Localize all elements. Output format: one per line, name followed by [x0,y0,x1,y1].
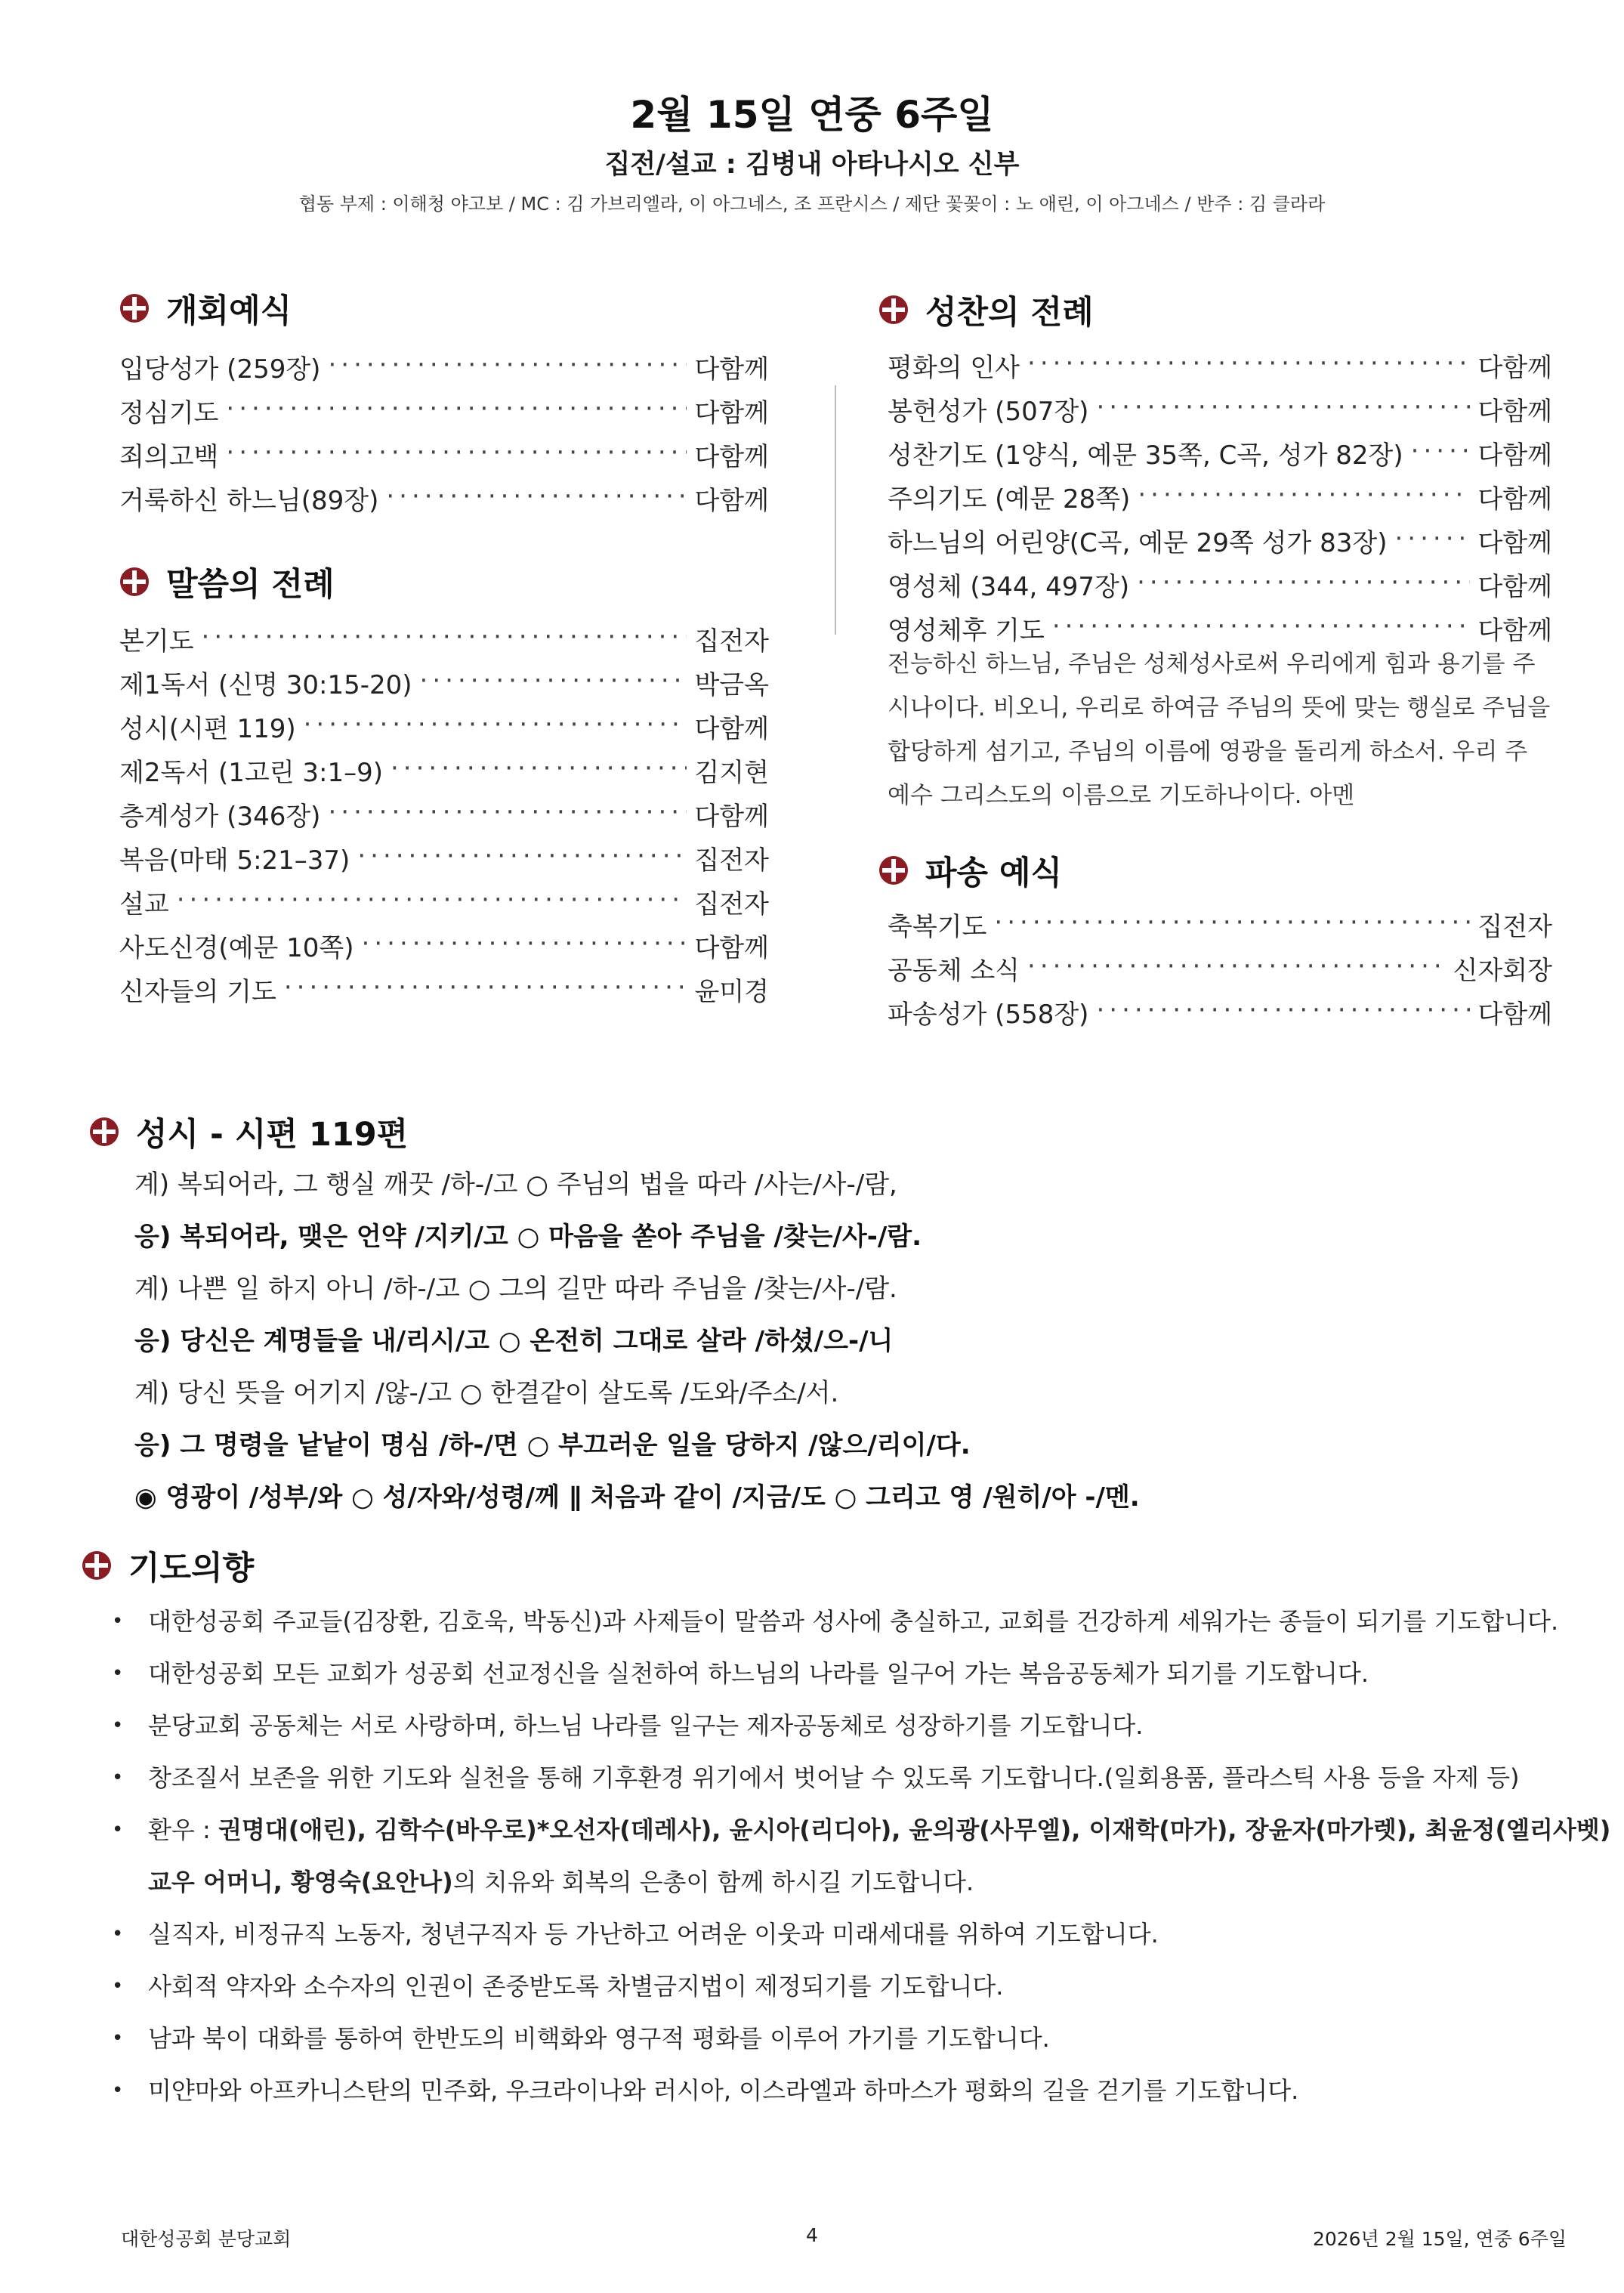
order-item [119,920,769,964]
prayer-intention [112,1700,1592,1752]
section-title-text: 성찬의 전례 [925,293,1094,332]
order-item-label: 하느님의 어린양(C곡, 예문 29쪽 성가 83장) [888,528,1388,558]
order-item-participant: 다함께 [1477,353,1552,383]
leader-dots [357,836,687,876]
psalm-line: 응) 당신은 계명들을 내/리시/고 ○ 온전히 그대로 살라 /하셨/으-/니 [134,1326,894,1356]
leader-dots [1096,990,1470,1031]
order-item [888,515,1552,559]
order-item [888,899,1552,943]
leader-dots [1411,431,1471,471]
column-divider [835,385,836,635]
order-item-participant: 다함께 [694,933,769,963]
bullet-icon: • [112,1975,124,1998]
roles-line: 협동 부제 : 이해청 야고보 / MC : 김 가브리엘라, 이 아그네스, 조 프란시스 / 제단 꽃꽂이 : 노 애린, 이 아그네스 / 반주 : 김 클라라 [298,193,1326,215]
order-item [888,987,1552,1031]
footer-date: 2026년 2월 15일, 연중 6주일 [1312,2228,1567,2250]
bullet-icon: • [112,2027,124,2050]
order-item-label: 사도신경(예문 10쪽) [119,933,354,963]
section-title [119,559,335,604]
order-item [119,789,769,833]
order-item [119,701,769,745]
section-title-text: 파송 예식 [925,854,1063,892]
leader-dots [391,748,687,789]
officiant-line: 집전/설교 : 김병내 아타나시오 신부 [604,150,1020,180]
cross-icon [82,1550,112,1581]
intentions-list [112,1596,1611,2117]
section-title-text: 기도의향 [128,1549,255,1587]
prayer-intention-text [148,1596,1558,1648]
prayer-intention-text [148,2013,1050,2065]
order-item-label: 평화의 인사 [888,353,1020,383]
leader-dots [1027,946,1446,987]
prayer-intention-text [148,2065,1298,2117]
prayer-intention-continuation [112,1856,1592,1908]
order-item-participant: 김지현 [694,758,769,788]
prayer-intention-text [148,1700,1143,1752]
text-run: 사회적 약자와 소수자의 인권이 존중받도록 차별금지법이 제정되기를 기도합니다. [148,1972,1004,2001]
order-item-label: 층계성가 (346장) [119,802,321,832]
leader-dots [1138,474,1470,515]
order-item-participant: 다함께 [694,802,769,832]
order-item-participant: 박금옥 [694,670,769,700]
order-item [119,876,769,920]
order-item-label: 입당성가 (259장) [119,354,321,385]
leader-dots [420,660,687,701]
order-item-label: 본기도 [119,626,194,657]
leader-dots [226,388,687,429]
order-item-label: 축복기도 [888,912,987,942]
bullet-icon: • [112,1610,124,1633]
order-item-label: 복음(마태 5:21–37) [119,845,350,876]
order-item-label: 영성체 (344, 497장) [888,572,1130,602]
order-item-participant: 집전자 [1477,912,1552,942]
page-title: 2월 15일 연중 6주일 [630,93,994,137]
order-item [888,340,1552,384]
psalm-line: 응) 복되어라, 맺은 언약 /지키/고 ○ 마음을 쏟아 주님을 /찾는/사-/람. [134,1222,922,1252]
prayer-intention [112,2065,1592,2117]
order-item [888,471,1552,515]
leader-dots [226,432,687,473]
leader-dots [177,879,687,920]
order-item [888,559,1552,603]
leader-dots [202,617,687,657]
cross-icon [878,295,909,325]
order-item-label: 공동체 소식 [888,956,1020,986]
order-item [888,428,1552,471]
section-title [119,286,292,331]
order-item-label: 성찬기도 (1양식, 예문 35쪽, C곡, 성가 82장) [888,440,1403,471]
order-item [119,613,769,657]
footer-church: 대한성공회 분당교회 [121,2228,292,2250]
order-item-participant: 다함께 [694,714,769,744]
order-item-participant: 다함께 [1477,397,1552,427]
psalm-lines [134,1156,1570,1521]
order-item-label: 영성체후 기도 [888,616,1045,646]
psalm-line: 응) 그 명령을 낱낱이 명심 /하-/면 ○ 부끄러운 일을 당하지 /않으/리이/다. [134,1430,971,1460]
post-communion-prayer: 전능하신 하느님, 주님은 성체성사로써 우리에게 힘과 용기를 주시나이다. 비오니, 우리로 하여금 주님의 뜻에 맞는 행실로 주님을 합당하게 섬기고, 주님의 이름에 영광을 돌리게 하소서. 우리 주 예수 그리스도의 이름으로 기도하나이다. 아멘 [888,651,1551,809]
order-item-label: 죄의고백 [119,442,219,472]
leader-dots [1052,606,1471,647]
prayer-intention-text [148,1804,1610,1856]
order-item [888,603,1552,647]
order-item-participant: 집전자 [694,889,769,919]
prayer-intention [112,1752,1592,1804]
section-title-text: 개회예식 [166,292,292,330]
indent-spacer [112,1856,148,1908]
order-item-participant: 다함께 [1477,1000,1552,1030]
bullet-icon: • [112,1714,124,1737]
text-run: 분당교회 공동체는 서로 사랑하며, 하느님 나라를 일구는 제자공동체로 성장하기를 기도합니다. [148,1711,1144,1740]
order-item-participant: 다함께 [1477,572,1552,602]
leader-dots [362,923,687,964]
order-item-participant: 윤미경 [694,977,769,1007]
footer-page-number: 4 [806,2224,818,2246]
order-item [119,385,769,429]
leader-dots [1096,387,1470,428]
psalm-line: 계) 당신 뜻을 어기지 /않-/고 ○ 한결같이 살도록 /도와/주소/서. [134,1378,839,1408]
order-item-participant: 집전자 [694,626,769,657]
bullet-icon: • [112,1819,124,1841]
cross-icon [878,855,909,885]
section-title [89,1109,408,1154]
bullet-icon: • [112,2079,124,2102]
order-item-participant: 다함께 [694,486,769,516]
order-item-label: 설교 [119,889,169,919]
section-title [878,287,1094,332]
order-item-label: 신자들의 기도 [119,977,276,1007]
bullet-icon: • [112,1923,124,1945]
order-list-eucharist [888,340,1552,647]
prayer-intention [112,1961,1592,2013]
section-psalm [89,1109,408,1154]
section-word [119,559,335,604]
order-item [119,429,769,473]
text-run: 남과 북이 대화를 통하여 한반도의 비핵화와 영구적 평화를 이루어 가기를 기도합니다. [148,2024,1050,2053]
leader-dots [328,345,687,385]
section-title [82,1543,254,1588]
order-item-participant: 다함께 [694,442,769,472]
order-item-label: 주의기도 (예문 28쪽) [888,484,1131,515]
order-item [119,745,769,789]
order-item-participant: 집전자 [694,845,769,876]
order-item-label: 봉헌성가 (507장) [888,397,1089,427]
text-run: 창조질서 보존을 위한 기도와 실천을 통해 기후환경 위기에서 벗어날 수 있도록 기도합니다.(일회용품, 플라스틱 사용 등을 자제 등) [148,1763,1520,1792]
text-run: 실직자, 비정규직 노동자, 청년구직자 등 가난하고 어려운 이웃과 미래세대를 위하여 기도합니다. [148,1920,1159,1948]
text-run: 환우 : [148,1816,218,1844]
order-item-participant: 다함께 [1477,528,1552,558]
prayer-intention-text [148,1856,974,1908]
order-item [119,833,769,876]
section-title-text: 성시 - 시편 119편 [136,1115,409,1154]
prayer-intention [112,1908,1592,1961]
order-item [119,964,769,1008]
order-item-label: 제1독서 (신명 30:15-20) [119,670,412,700]
order-item [119,341,769,385]
order-item-participant: 다함께 [694,354,769,385]
order-item-label: 제2독서 (1고린 3:1–9) [119,758,383,788]
order-item-participant: 신자회장 [1453,956,1552,986]
leader-dots [304,704,687,745]
order-item-participant: 다함께 [1477,484,1552,515]
bullet-icon: • [112,1662,124,1685]
psalm-line: 계) 복되어라, 그 행실 깨끗 /하-/고 ○ 주님의 법을 따라 /사는/사-/람, [134,1170,897,1200]
prayer-intention [112,2013,1592,2065]
order-item-label: 성시(시편 119) [119,714,296,744]
leader-dots [328,792,687,833]
psalm-line: 계) 나쁜 일 하지 아니 /하-/고 ○ 그의 길만 따라 주님을 /찾는/사-/람. [134,1274,897,1304]
leader-dots [1137,562,1470,603]
prayer-intention-text [148,1908,1159,1961]
order-list-word [119,613,769,1008]
cross-icon [119,293,150,323]
leader-dots [386,476,687,517]
prayer-intention [112,1648,1592,1700]
text-run: 대한성공회 주교들(김장환, 김호욱, 박동신)과 사제들이 말씀과 성사에 충실하고, 교회를 건강하게 세워가는 종들이 되기를 기도합니다. [148,1607,1559,1636]
text-run: 의 치유와 회복의 은총이 함께 하시길 기도합니다. [452,1868,974,1896]
prayer-intention [112,1596,1592,1648]
prayer-intention-text [148,1752,1520,1804]
section-intentions [82,1543,254,1588]
prayer-intention-text [148,1648,1369,1700]
section-eucharist [878,287,1094,332]
order-item-participant: 다함께 [1477,616,1552,646]
order-item [119,657,769,701]
psalm-line: ◉ 영광이 /성부/와 ○ 성/자와/성령/께 ∥ 처음과 같이 /지금/도 ○ 그리고 영 /원히/아 -/멘. [134,1482,1140,1513]
text-run: 교우 어머니, 황영숙(요안나) [148,1868,453,1896]
order-item-label: 정심기도 [119,398,219,428]
order-list-opening [119,341,769,517]
order-item-label: 거룩하신 하느님(89장) [119,486,379,516]
section-opening [119,286,292,331]
leader-dots [1027,343,1470,384]
order-item-participant: 다함께 [694,398,769,428]
prayer-intention-text [148,1961,1003,2013]
cross-icon [119,567,150,597]
order-list-dismissal [888,899,1552,1031]
order-item [119,473,769,517]
bullet-icon: • [112,1766,124,1789]
section-title [878,848,1062,893]
section-title-text: 말씀의 전례 [166,565,335,604]
leader-dots [994,902,1470,943]
order-item [888,384,1552,428]
section-dismissal [878,848,1062,893]
text-run: 권명대(애린), 김학수(바우로)*오선자(데레사), 윤시아(리디아), 윤의광(사무엘), 이재학(마가), 장윤자(마가렛), 최윤정(엘리사벳) [218,1816,1611,1844]
leader-dots [1394,518,1470,559]
order-item-label: 파송성가 (558장) [888,1000,1089,1030]
text-run: 미얀마와 아프카니스탄의 민주화, 우크라이나와 러시아, 이스라엘과 하마스가 평화의 길을 걷기를 기도합니다. [148,2076,1299,2105]
leader-dots [284,967,687,1008]
cross-icon [89,1117,119,1147]
prayer-intention [112,1804,1611,1856]
order-item-participant: 다함께 [1477,440,1552,471]
order-item [888,943,1552,987]
text-run: 대한성공회 모든 교회가 성공회 선교정신을 실천하여 하느님의 나라를 일구어 가는 복음공동체가 되기를 기도합니다. [148,1659,1369,1688]
